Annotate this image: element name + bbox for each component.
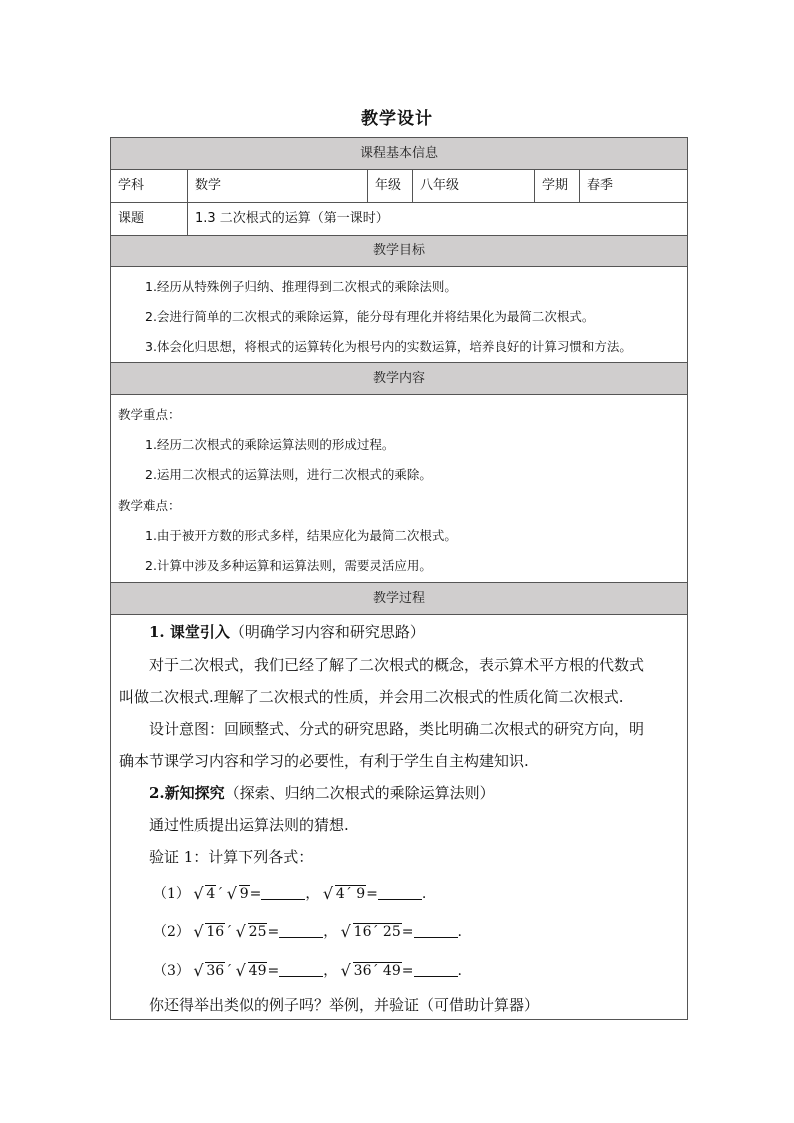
process-step-2-heading xyxy=(149,782,495,803)
times-sign: ´ xyxy=(216,886,224,902)
sqrt-icon: √ 16´ 25 xyxy=(344,924,402,940)
difficult-point-item: 2.计算中涉及多种运算和运算法则，需要灵活应用。 xyxy=(145,558,432,573)
section-header-content: 教学内容 xyxy=(111,363,687,395)
info-row-subject xyxy=(111,170,687,203)
period: . xyxy=(421,886,427,902)
exercise-row xyxy=(153,883,426,903)
section-header-basic-info: 课程基本信息 xyxy=(111,138,687,170)
sqrt-icon: √ 4´ 9 xyxy=(326,886,366,902)
answer-blank xyxy=(279,962,323,977)
equals-sign: = xyxy=(366,886,378,902)
closing-line: 你还得举出类似的例子吗？举例，并验证（可借助计算器） xyxy=(149,996,540,1014)
times-sign: ´ xyxy=(225,963,233,979)
paragraph-line: 确本节课学习内容和学习的必要性，有利于学生自主构建知识. xyxy=(119,752,529,770)
comma: ， xyxy=(305,886,320,902)
equals-sign: = xyxy=(401,924,414,940)
equals-sign: = xyxy=(249,886,262,902)
key-point-item: 2.运用二次根式的运算法则，进行二次根式的乘除。 xyxy=(145,467,432,482)
answer-blank xyxy=(414,962,458,977)
sqrt-icon: √ 16 xyxy=(196,924,225,940)
comma: ， xyxy=(323,924,338,940)
equals-sign: = xyxy=(267,924,280,940)
answer-blank xyxy=(261,885,305,900)
topic-value: 1.3 二次根式的运算（第一课时） xyxy=(195,211,389,226)
step-2-note: （探索、归纳二次根式的乘除运算法则） xyxy=(224,784,495,802)
objective-item: 1.经历从特殊例子归纳、推理得到二次根式的乘除法则。 xyxy=(145,279,457,294)
equals-sign: = xyxy=(267,963,280,979)
grade-value: 八年级 xyxy=(413,170,535,202)
sqrt-icon: √ 9 xyxy=(230,886,250,902)
subject-label: 学科 xyxy=(111,170,188,202)
sqrt-icon: √ 36 xyxy=(196,963,225,979)
objective-item: 2.会进行简单的二次根式的乘除运算，能分母有理化并将结果化为最简二次根式。 xyxy=(145,309,595,324)
topic-label: 课题 xyxy=(111,203,188,235)
times-sign: ´ xyxy=(225,924,233,940)
process-step-1-heading xyxy=(149,621,425,642)
difficult-points-label: 教学难点： xyxy=(118,498,181,513)
paragraph-line: 叫做二次根式.理解了二次根式的性质，并会用二次根式的性质化简二次根式. xyxy=(119,688,624,706)
exercise-number: （1） xyxy=(153,886,190,902)
section-header-objectives: 教学目标 xyxy=(111,236,687,267)
lesson-plan-table xyxy=(110,137,688,1020)
step-1-note: （明确学习内容和研究思路） xyxy=(229,623,425,641)
verify-line: 验证 1：计算下列各式： xyxy=(149,848,314,866)
content-block xyxy=(111,395,687,583)
info-row-topic xyxy=(111,203,687,236)
period: . xyxy=(457,963,462,979)
period: . xyxy=(457,924,462,940)
exercise-number: （3） xyxy=(153,963,190,979)
difficult-point-item: 1.由于被开方数的形式多样，结果应化为最简二次根式。 xyxy=(145,528,457,543)
objectives-block xyxy=(111,267,687,363)
subject-value: 数学 xyxy=(188,170,368,202)
step-1-title: 1. 课堂引入 xyxy=(149,623,230,641)
exercise-row xyxy=(153,921,462,941)
comma: ， xyxy=(323,963,338,979)
term-label: 学期 xyxy=(535,170,580,202)
equals-sign: = xyxy=(401,963,414,979)
sqrt-icon: √ 25 xyxy=(239,924,268,940)
answer-blank xyxy=(378,885,422,900)
term-value: 春季 xyxy=(587,178,614,193)
paragraph-line: 对于二次根式，我们已经了解了二次根式的概念，表示算术平方根的代数式 xyxy=(149,656,645,674)
exercise-number: （2） xyxy=(153,924,190,940)
objective-item: 3.体会化归思想，将根式的运算转化为根号内的实数运算，培养良好的计算习惯和方法。 xyxy=(145,339,632,354)
process-block xyxy=(111,615,687,1019)
answer-blank xyxy=(414,923,458,938)
exercise-row xyxy=(153,960,462,980)
page-title: 教学设计 xyxy=(361,109,433,129)
paragraph-line: 设计意图：回顾整式、分式的研究思路，类比明确二次根式的研究方向，明 xyxy=(149,720,645,738)
step-2-title: 2.新知探究 xyxy=(149,784,225,802)
guess-line: 通过性质提出运算法则的猜想. xyxy=(149,816,349,834)
sqrt-icon: √ 36´ 49 xyxy=(344,963,402,979)
answer-blank xyxy=(279,923,323,938)
key-point-item: 1.经历二次根式的乘除运算法则的形成过程。 xyxy=(145,437,395,452)
sqrt-icon: √ 49 xyxy=(239,963,268,979)
key-points-label: 教学重点： xyxy=(118,407,181,422)
section-header-process: 教学过程 xyxy=(111,583,687,615)
sqrt-icon: √ 4 xyxy=(196,886,216,902)
grade-label: 年级 xyxy=(368,170,413,202)
